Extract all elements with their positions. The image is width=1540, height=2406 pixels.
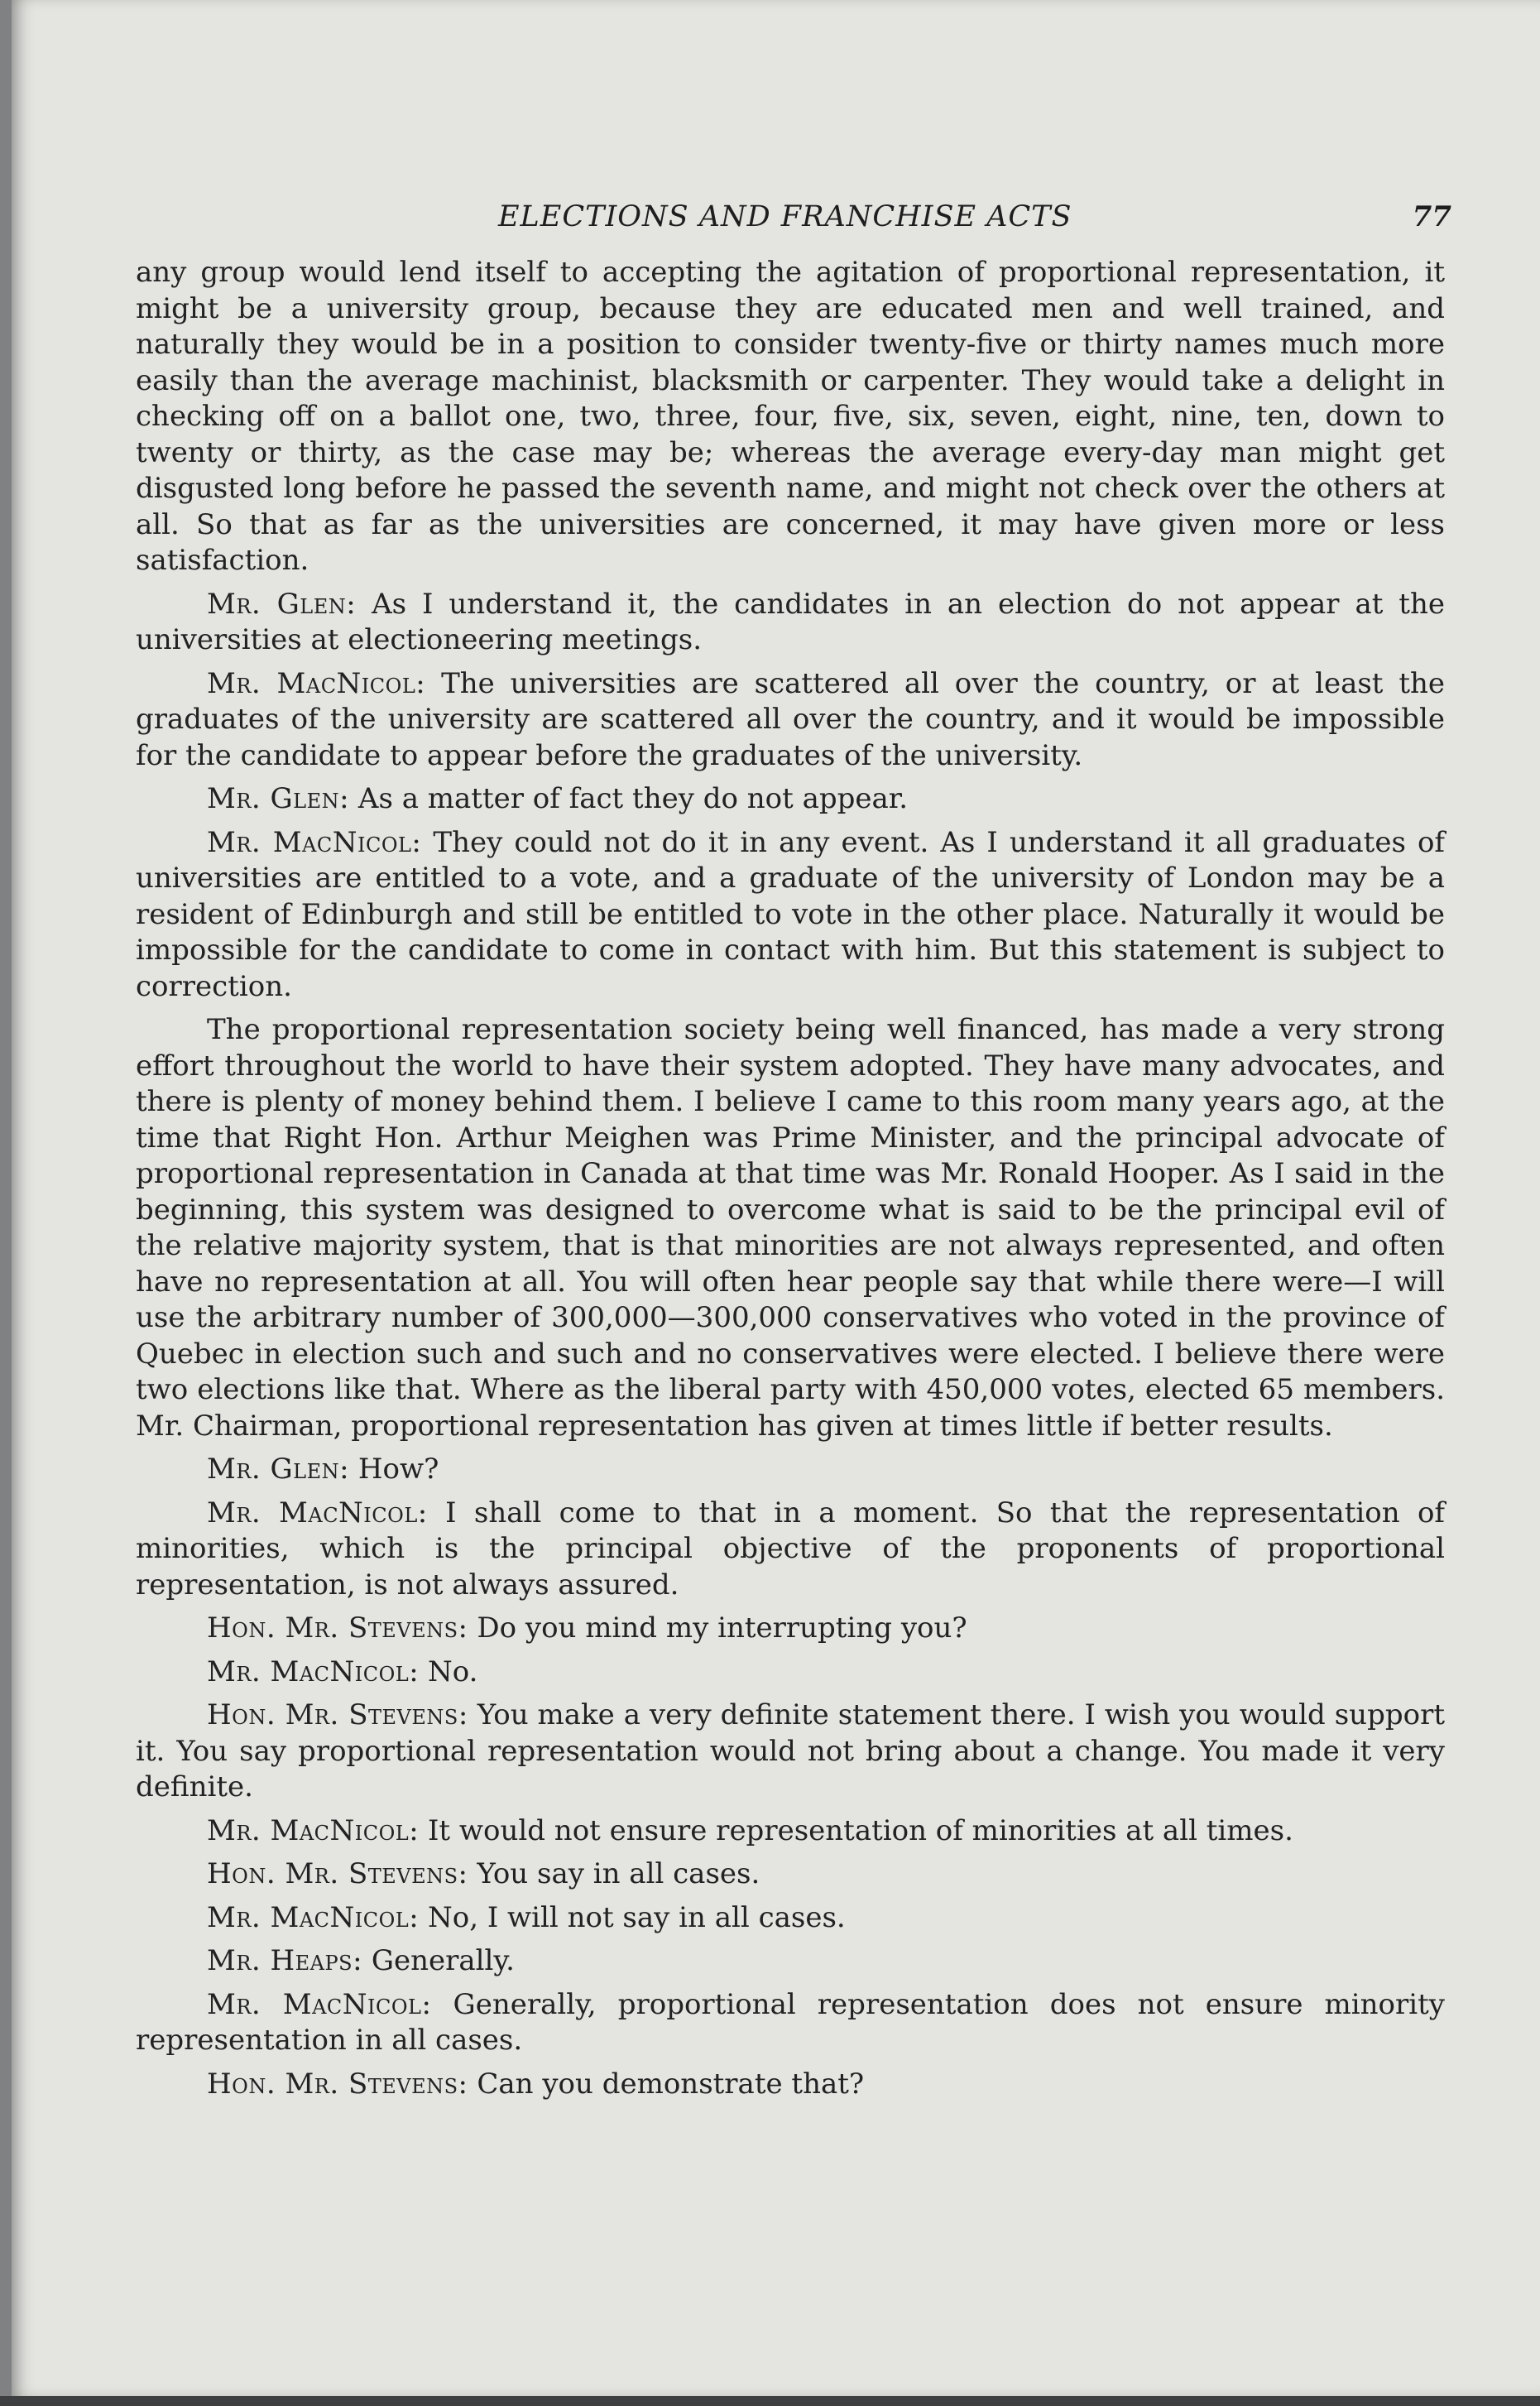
page-number: 77 [1412,200,1451,233]
paragraph [136,1611,1445,1647]
book-page [12,0,1540,2396]
speaker-name: Hon. Mr. Stevens: [207,1857,468,1890]
speaker-name: Mr. MacNicol: [207,1987,432,2021]
paragraph-text: Generally, proportional representation does not ensure minority representation in all cases. [136,1987,1446,2057]
speaker-name: Hon. Mr. Stevens: [207,1698,468,1731]
page-header [136,195,1451,242]
speaker-name: Mr. Heaps: [207,1944,363,1977]
paragraph-text: Do you mind my interrupting you? [477,1611,967,1645]
speaker-name: Mr. Glen: [207,782,350,815]
paragraph [136,1654,1445,1691]
paragraph-text: As a matter of fact they do not appear. [357,782,909,815]
page-body [136,255,1445,2110]
speaker-name: Mr. Glen: [207,1453,350,1486]
speaker-name: Mr. MacNicol: [207,666,426,700]
paragraph-text: You say in all cases. [477,1857,760,1890]
paragraph-text: As I understand it, the candidates in an election do not appear at the universities at electioneering meetings. [136,587,1445,656]
paragraph-text: any group would lend itself to accepting the agitation of proportional representation, it might be a university group, because they are educated men and well trained, and naturally they would be in a position to consider twenty-five or thirty names much more easily than the average machinist, blacksmith or carpenter. They would take a delight in checking off on a ballot one, two, three, four, five, six, seven, eight, nine, ten, down to twenty or thirty, as the case may be; whereas the average every-day man might get disgusted long before he passed the seventh name, and might not check over the others at all. So that as far as the universities are concerned, it may have given more or less satisfaction. [136,256,1445,577]
paragraph [136,587,1445,659]
paragraph [136,666,1445,775]
paragraph [136,1813,1445,1850]
paragraph [136,255,1445,579]
paragraph [136,1698,1445,1806]
speaker-name: Hon. Mr. Stevens: [207,2067,468,2101]
paragraph-text: They could not do it in any event. As I understand it all graduates of universities are entitled to a vote, and a graduate of the university of London may be a resident of Edinburgh and still be entitled to vote in the other place. Naturally it would be impossible for the candidate to come in contact with him. But this statement is subject to correction. [136,825,1445,1003]
speaker-name: Mr. MacNicol: [207,1496,428,1530]
paragraph-text: How? [357,1453,439,1486]
speaker-name: Mr. Glen: [207,587,357,621]
paragraph-text: The universities are scattered all over the country, or at least the graduates of the university are scattered all over the country, and it would be impossible for the candidate to appear before the graduates of the university. [136,666,1445,772]
paragraph [136,2067,1445,2103]
scan-edge [0,2396,1540,2406]
speaker-name: Mr. MacNicol: [207,825,422,859]
paragraph [136,1452,1445,1488]
running-title: ELECTIONS AND FRANCHISE ACTS [498,200,1072,233]
paragraph-text: You make a very definite statement there. I wish you would support it. You say proportional representation would not bring about a change. You made it very definite. [136,1698,1445,1803]
paragraph [136,1496,1445,1604]
paragraph [136,1987,1445,2059]
paragraph [136,825,1445,1006]
paragraph [136,1900,1445,1937]
paragraph-text: The proportional representation society being well financed, has made a very strong effort throughout the world to have their system adopted. They have many advocates, and there is plenty of money behind them. I believe I came to this room many years ago, at the time that Right Hon. Arthur Meighen was Prime Minister, and the principal advocate of proportional representation in Canada at that time was Mr. Ronald Hooper. As I said in the beginning, this system was designed to overcome what is said to be the principal evil of the relative majority system, that is that minorities are not always represented, and often have no representation at all. You will often hear people say that while there were—I will use the arbitrary number of 300,000—300,000 conservatives who voted in the province of Quebec in election such and such and no conservatives were elected. I believe there were two elections like that. Where as the liberal party with 450,000 votes, elected 65 members. Mr. Chairman, proportional representation has given at times little if better results. [136,1013,1445,1443]
paragraph [136,1012,1445,1444]
paragraph-text: I shall come to that in a moment. So that the representation of minorities, which is the principal objective of the proponents of proportional representation, is not always assured. [136,1496,1446,1602]
paragraph-text: No. [427,1654,478,1688]
speaker-name: Mr. MacNicol: [207,1813,420,1847]
paragraph [136,781,1445,818]
speaker-name: Mr. MacNicol: [207,1654,420,1688]
paragraph-text: Generally. [371,1944,515,1977]
paragraph-text: It would not ensure representation of minorities at all times. [427,1813,1293,1847]
paragraph [136,1943,1445,1980]
paragraph [136,1856,1445,1893]
paragraph-text: No, I will not say in all cases. [427,1900,846,1934]
paragraph-text: Can you demonstrate that? [477,2067,865,2101]
speaker-name: Mr. MacNicol: [207,1900,420,1934]
speaker-name: Hon. Mr. Stevens: [207,1611,468,1645]
